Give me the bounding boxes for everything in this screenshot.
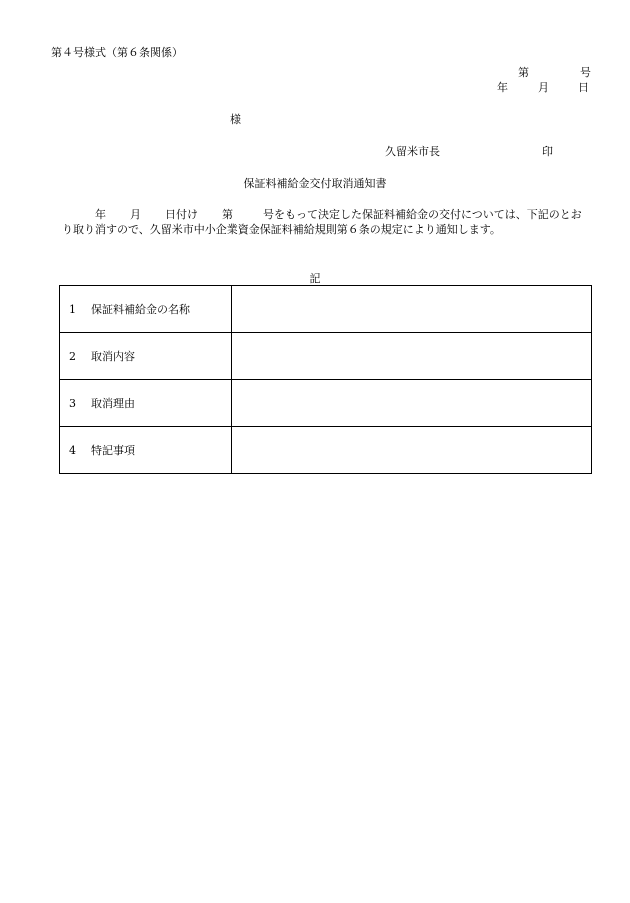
row-label-text: 取消理由: [91, 397, 135, 410]
body-year: 年: [95, 208, 106, 221]
row-number: 4: [69, 444, 76, 457]
row-number: 2: [69, 350, 76, 363]
table-row: [60, 380, 592, 427]
table-row: [60, 286, 592, 333]
row-label: [60, 286, 232, 333]
row-value-field[interactable]: [232, 333, 592, 380]
issuer-name: 久留米市長: [385, 145, 440, 158]
table-row: [60, 427, 592, 474]
form-number-title: 第４号様式（第６条関係）: [51, 46, 183, 59]
row-label-text: 特記事項: [91, 444, 135, 457]
number-prefix: 第: [518, 66, 529, 79]
body-date-suffix: 日付け: [165, 208, 198, 221]
row-value-field[interactable]: [232, 427, 592, 474]
body-month: 月: [130, 208, 141, 221]
row-label: [60, 427, 232, 474]
date-year: 年: [497, 81, 508, 94]
row-value-field[interactable]: [232, 380, 592, 427]
body-number-prefix: 第: [222, 208, 233, 221]
recipient-honorific: 様: [230, 113, 241, 126]
row-label: [60, 333, 232, 380]
body-text: 号をもって決定した保証料補給金の交付については、下記のとおり取り消すので、久留米市中小企業資金保証料補給規則第６条の規定により通知します。: [62, 208, 582, 236]
ki-heading: 記: [309, 272, 321, 285]
row-value-field[interactable]: [232, 286, 592, 333]
date-day: 日: [578, 81, 589, 94]
document-title: 保証料補給金交付取消通知書: [243, 177, 387, 190]
row-number: 1: [69, 303, 76, 316]
row-label-text: 保証料補給金の名称: [91, 303, 190, 316]
row-number: 3: [69, 397, 76, 410]
row-label: [60, 380, 232, 427]
row-label-text: 取消内容: [91, 350, 135, 363]
details-table: [59, 285, 592, 474]
number-suffix: 号: [580, 66, 591, 79]
notice-body: [62, 207, 592, 237]
seal-mark: 印: [542, 145, 553, 158]
table-row: [60, 333, 592, 380]
date-month: 月: [538, 81, 549, 94]
